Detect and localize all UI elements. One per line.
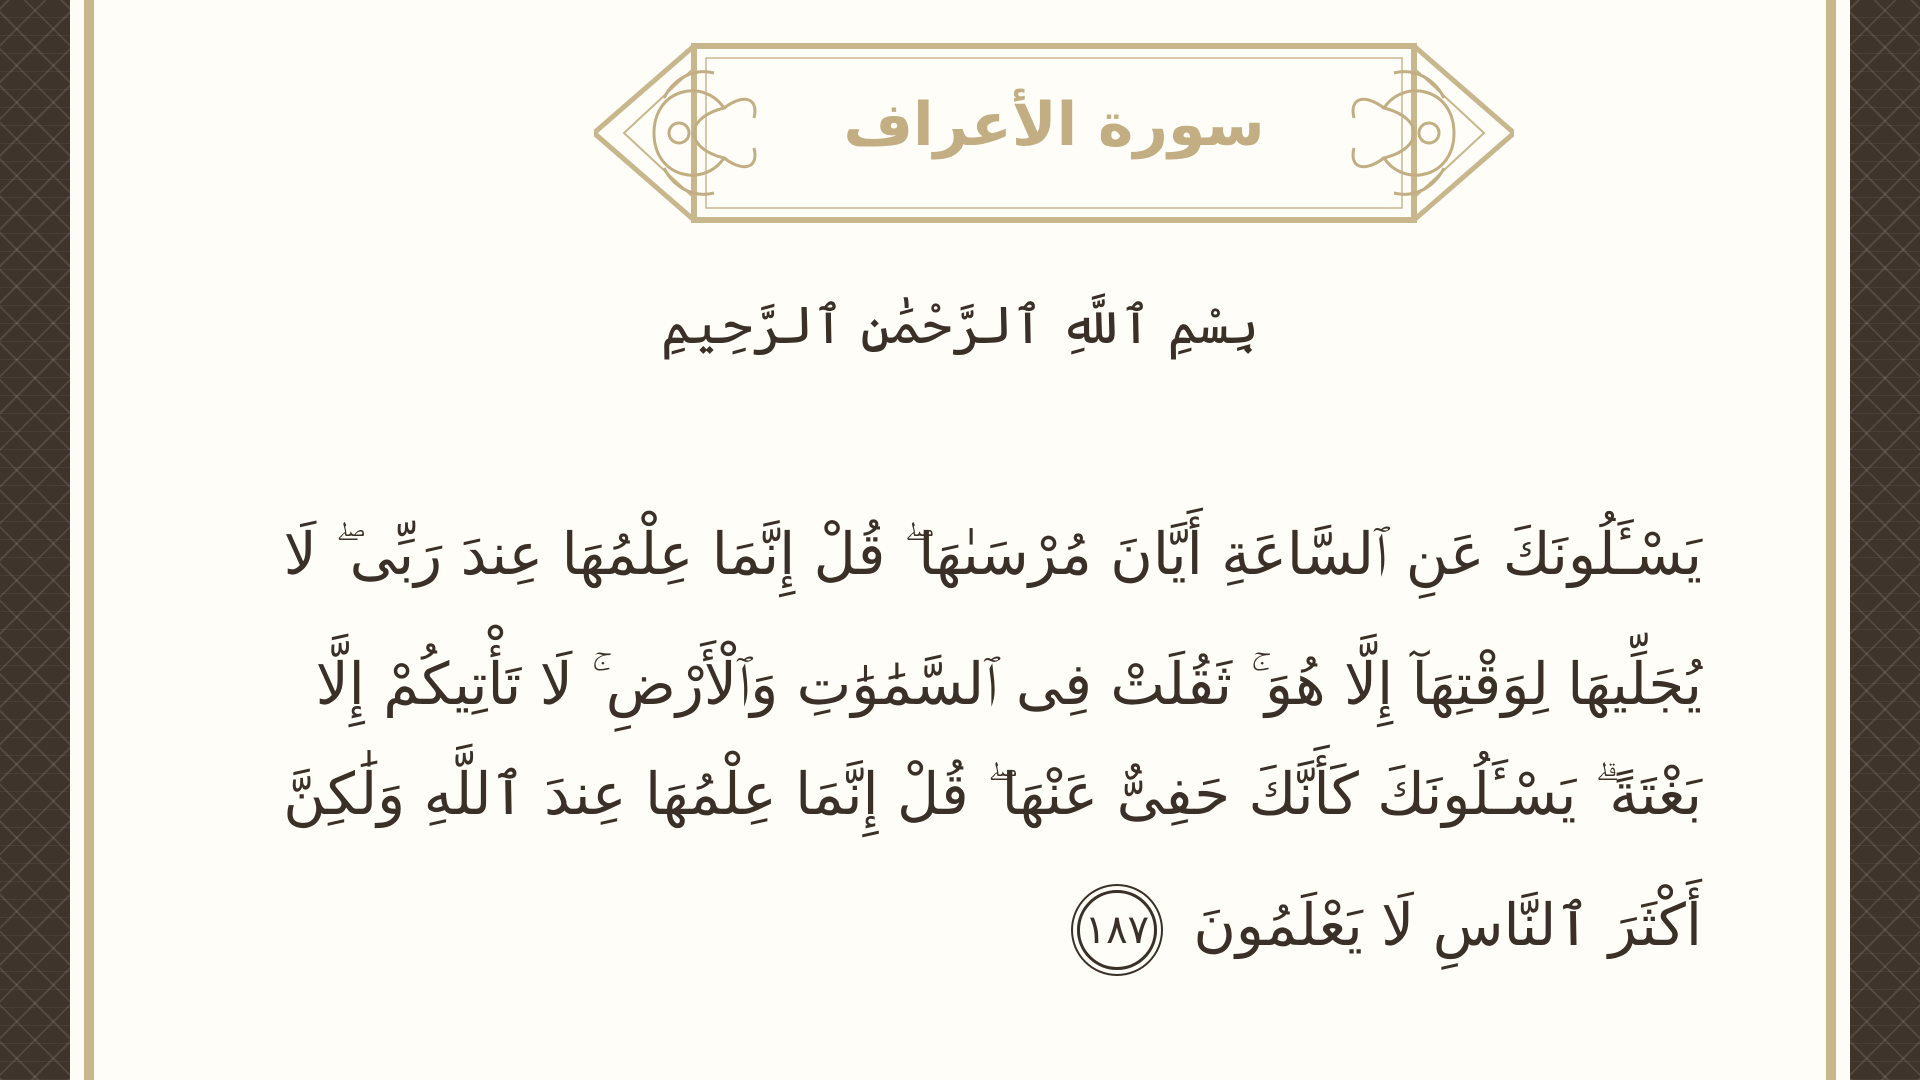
left-gold-rule xyxy=(84,0,94,1080)
right-ornamental-border xyxy=(1850,0,1920,1080)
left-ornamental-border xyxy=(0,0,70,1080)
ayah-number-marker: ١٨٧ xyxy=(1077,890,1157,970)
verse-line-3: بَغْتَةً ۗ يَسْـَٔلُونَكَ كَأَنَّكَ حَفِىٌّ عَنْهَا ۖ قُلْ إِنَّمَا عِلْمُهَا عِندَ ٱللَّهِ وَلَٰكِنَّ xyxy=(283,760,1702,828)
surah-title-frame xyxy=(594,38,1514,228)
verse-line-4 xyxy=(1077,890,1702,970)
right-gold-rule xyxy=(1826,0,1836,1080)
verse-line-1: يَسْـَٔلُونَكَ عَنِ ٱلسَّاعَةِ أَيَّانَ مُرْسَىٰهَا ۖ قُلْ إِنَّمَا عِلْمُهَا عِندَ رَبِّى ۖ لَا xyxy=(283,520,1702,588)
verse-line-4-text: أَكْثَرَ ٱلنَّاسِ لَا يَعْلَمُونَ xyxy=(1193,891,1702,960)
basmala: بِسْمِ ٱللَّهِ ٱلرَّحْمَٰنِ ٱلرَّحِيمِ xyxy=(660,296,1260,356)
mushaf-page xyxy=(94,0,1826,1080)
verse-line-2: يُجَلِّيهَا لِوَقْتِهَآ إِلَّا هُوَ ۚ ثَقُلَتْ فِى ٱلسَّمَٰوَٰتِ وَٱلْأَرْضِ ۚ لَا تَأْتِيكُمْ إِلَّا xyxy=(315,650,1702,718)
surah-title: سورة الأعراف xyxy=(843,90,1265,160)
